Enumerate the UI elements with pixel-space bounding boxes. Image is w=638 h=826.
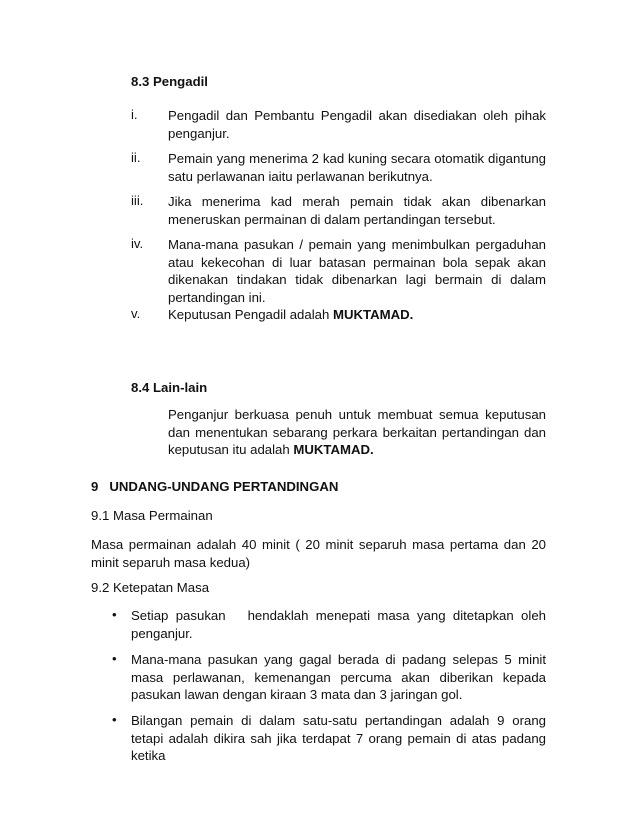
paragraph-plain: Penganjur berkuasa penuh untuk membuat semua keputusan dan menentukan sebarang perkara berkaitan pertandingan dan keputusan itu adalah <box>168 407 546 457</box>
list-text: Pemain yang menerima 2 kad kuning secara otomatik digantung satu perlawanan iaitu perlawanan berikutnya. <box>168 151 546 184</box>
list-number: ii. <box>131 150 141 165</box>
list-text <box>168 306 546 324</box>
section-8-4-title: 8.4 Lain-lain <box>131 380 208 395</box>
bullet-text: Bilangan pemain di dalam satu-satu pertandingan adalah 9 orang tetapi adalah dikira sah jika terdapat 7 orang pemain di atas padang ketika <box>131 713 546 763</box>
list-number: iii. <box>131 193 144 208</box>
list-number: iv. <box>131 236 144 251</box>
bullet-text: Setiap pasukan hendaklah menepati masa yang ditetapkan oleh penganjur. <box>131 608 550 641</box>
bullet-text: Mana-mana pasukan yang gagal berada di padang selepas 5 minit masa perlawanan, kemenangan percuma akan diberikan kepada pasukan lawan dengan kiraan 3 mata dan 3 jaringan gol. <box>131 652 546 702</box>
list-text-plain: Keputusan Pengadil adalah <box>168 307 333 322</box>
section-9-1-paragraph: Masa permainan adalah 40 minit ( 20 minit separuh masa pertama dan 20 minit separuh masa kedua) <box>91 537 546 570</box>
bullet-icon: • <box>112 651 117 666</box>
list-text: Jika menerima kad merah pemain tidak akan dibenarkan meneruskan permainan di dalam pertandingan tersebut. <box>168 194 546 227</box>
list-text: Pengadil dan Pembantu Pengadil akan disediakan oleh pihak penganjur. <box>168 108 546 141</box>
section-9-title: 9 UNDANG-UNDANG PERTANDINGAN <box>91 479 339 494</box>
list-text-bold: MUKTAMAD. <box>332 307 414 322</box>
section-9-2-title: 9.2 Ketepatan Masa <box>91 580 210 595</box>
list-number: i. <box>131 107 138 122</box>
paragraph-bold: MUKTAMAD. <box>293 442 374 457</box>
bullet-icon: • <box>112 712 117 727</box>
bullet-icon: • <box>112 607 117 622</box>
section-8-3-title: 8.3 Pengadil <box>131 74 208 89</box>
list-number: v. <box>131 306 141 321</box>
section-8-4-paragraph <box>168 406 546 459</box>
list-text: Mana-mana pasukan / pemain yang menimbulkan pergaduhan atau kekecohan di luar batasan permainan bola sepak akan dikenakan tindakan tidak dibenarkan lagi bermain di dalam pertandingan ini. <box>168 237 546 305</box>
section-9-1-title: 9.1 Masa Permainan <box>91 508 213 523</box>
